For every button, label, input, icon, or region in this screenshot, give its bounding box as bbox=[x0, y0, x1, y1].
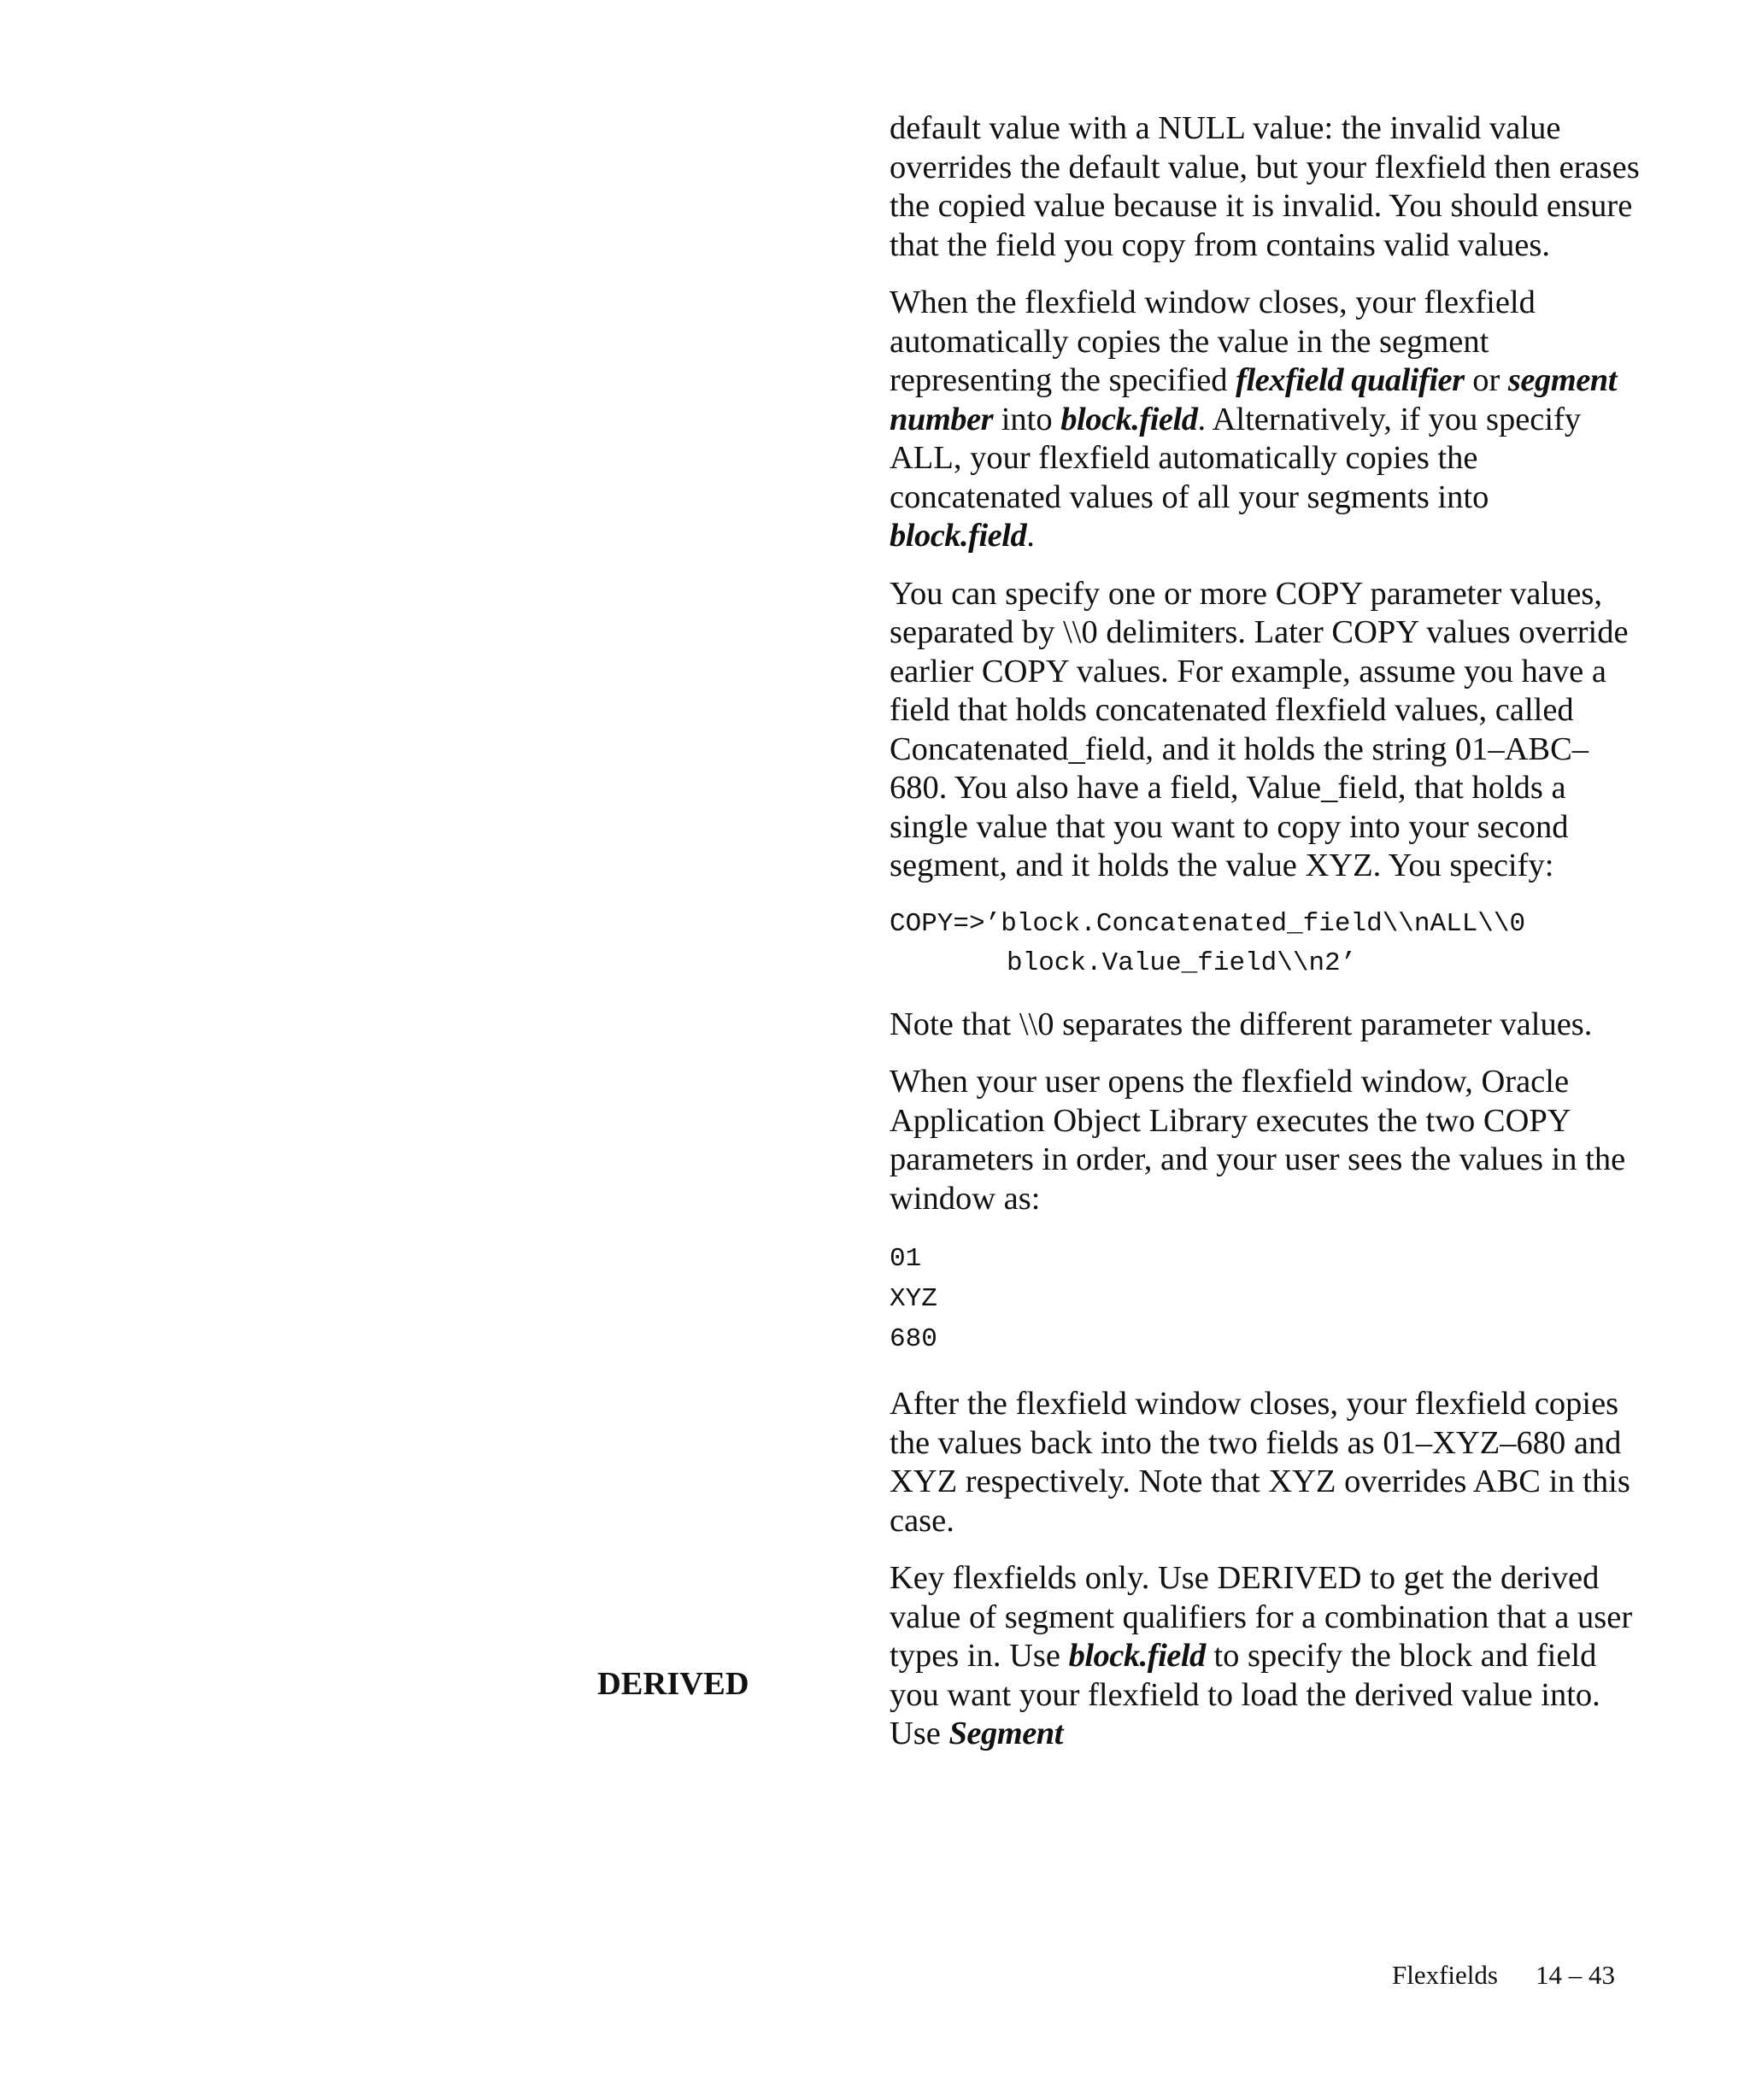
window-value: 680 bbox=[890, 1324, 937, 1354]
paragraph-group-bottom bbox=[890, 1385, 1641, 1754]
text-run: default value with a NULL value: the invalid value overrides the default value, but your flexfield then erases the copied value because it is invalid. You should ensure that the field you copy from contains valid values. bbox=[890, 110, 1640, 263]
window-value: XYZ bbox=[890, 1284, 937, 1314]
footer-section-title: Flexfields bbox=[1392, 1960, 1498, 1990]
text-run: . Alternatively, if you specify ALL, your flexfield automatically copies the concatenated values of all your segments into bbox=[890, 401, 1582, 515]
text-run: Note that \\0 separates the different parameter values. bbox=[890, 1006, 1593, 1042]
text-run: Key flexfields only. Use DERIVED to get the derived value of segment qualifiers for a combination that a user types in. Use bbox=[890, 1560, 1633, 1674]
paragraph-p4 bbox=[890, 1006, 1641, 1045]
paragraph-p2 bbox=[890, 284, 1641, 556]
body-column bbox=[890, 109, 1641, 1773]
text-run: When your user opens the flexfield window, Oracle Application Object Library executes the two COPY parameters in order, and your user sees the values in the window as: bbox=[890, 1064, 1626, 1217]
term-label-derived: DERIVED bbox=[597, 1666, 749, 1702]
text-run: After the flexfield window closes, your flexfield copies the values back into the two fields as 01–XYZ–680 and XYZ respectively. Note that XYZ overrides ABC in this case. bbox=[890, 1386, 1630, 1539]
text-run: When the flexfield window closes, your flexfield automatically copies the value in the segment representing the specified bbox=[890, 284, 1536, 398]
emphasis-term: block.field bbox=[1060, 401, 1198, 437]
text-run: into bbox=[993, 401, 1061, 437]
window-values-list bbox=[890, 1239, 1641, 1359]
paragraph-p6 bbox=[890, 1385, 1641, 1540]
text-run: to specify the block and field you want your flexfield to load the derived value into. Use bbox=[890, 1638, 1600, 1751]
page-number: 14 – 43 bbox=[1536, 1960, 1615, 1990]
code-example bbox=[890, 905, 1641, 983]
emphasis-term: Segment bbox=[948, 1716, 1063, 1751]
emphasis-term: segment number bbox=[890, 362, 1617, 437]
emphasis-term: block.field bbox=[890, 518, 1027, 554]
emphasis-term: flexfield qualifier bbox=[1236, 362, 1465, 398]
paragraph-p5 bbox=[890, 1063, 1641, 1218]
paragraph-p3 bbox=[890, 575, 1641, 886]
paragraph-p1 bbox=[890, 109, 1641, 265]
page-footer bbox=[1392, 1960, 1615, 1991]
text-run: . bbox=[1026, 518, 1035, 554]
code-line: COPY=>’block.Concatenated_field\\nALL\\0 bbox=[890, 908, 1526, 939]
text-run: or bbox=[1464, 362, 1508, 398]
paragraph-p7 bbox=[890, 1559, 1641, 1754]
paragraph-group-middle bbox=[890, 1006, 1641, 1219]
code-line-indented: block.Value_field\\n2’ bbox=[1007, 947, 1357, 978]
text-run: You can specify one or more COPY parameter values, separated by \\0 delimiters. Later COPY values override earlier COPY values. For example, assume you have a field that holds concatenated flexfield values, called Concatenated_field, and it holds the string 01–ABC–680. You also have a field, Value_field, that holds a single value that you want to copy into your second segment, and it holds the value XYZ. You specify: bbox=[890, 575, 1629, 883]
paragraph-group-top bbox=[890, 109, 1641, 886]
emphasis-term: block.field bbox=[1068, 1638, 1206, 1674]
window-value: 01 bbox=[890, 1244, 922, 1274]
